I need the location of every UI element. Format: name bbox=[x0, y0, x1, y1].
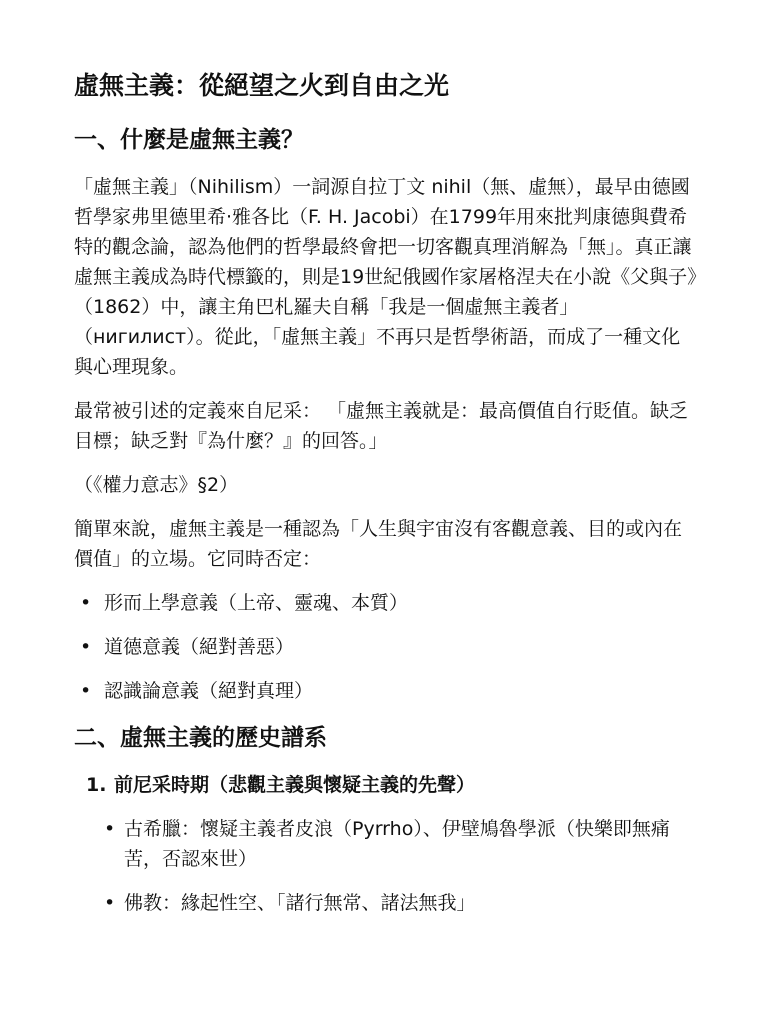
paragraph-nietzsche-definition: 最常被引述的定義來自尼采： 「虛無主義就是：最高價值自行貶值。缺乏目標；缺乏對『為什麼？』的回答。」 bbox=[74, 400, 689, 452]
paragraph-citation: （《權力意志》§2） bbox=[74, 474, 239, 496]
list-item-text: 認識論意義（絕對真理） bbox=[104, 680, 314, 702]
sub-list bbox=[104, 814, 699, 918]
list-item bbox=[74, 632, 699, 662]
bullet-marker: • bbox=[80, 592, 92, 614]
list-item bbox=[74, 770, 699, 918]
list-item bbox=[74, 676, 699, 706]
list-item-title: 前尼采時期（悲觀主義與懷疑主義的先聲） bbox=[114, 774, 476, 796]
paragraph-origin: 「虛無主義」（Nihilism）一詞源自拉丁文 nihil（無、虛無），最早由德國哲學家弗里德里希·雅各比（F. H. Jacobi）在1799年用來批判康德與費希特的觀念論，認為他們的哲學最終會把一切客觀真理消解為「無」。真正讓虛無主義成為時代標籤的，則是19世紀俄國作家屠格涅夫在小說《父與子》（1862）中，讓主角巴札羅夫自稱「我是一個虛無主義者」（нигилист）。從此，「虛無主義」不再只是哲學術語，而成了一種文化與心理現象。 bbox=[74, 176, 697, 378]
list-item-text: 形而上學意義（上帝、靈魂、本質） bbox=[104, 592, 409, 614]
list-item bbox=[74, 588, 699, 618]
list-number: 1. bbox=[86, 774, 107, 796]
sub-list-item bbox=[104, 888, 699, 918]
bullet-marker: • bbox=[104, 892, 116, 914]
sub-list-item bbox=[104, 814, 699, 874]
paragraph-summary: 簡單來說，虛無主義是一種認為「人生與宇宙沒有客觀意義、目的或內在價值」的立場。它同時否定： bbox=[74, 518, 683, 570]
sub-list-item-text: 古希臘：懷疑主義者皮浪（Pyrrho）、伊壁鳩魯學派（快樂即無痛苦，否認來世） bbox=[124, 818, 670, 870]
bullet-marker: • bbox=[80, 680, 92, 702]
document-page bbox=[74, 64, 699, 932]
bullet-marker: • bbox=[80, 636, 92, 658]
document-title: 虛無主義：從絕望之火到自由之光 bbox=[74, 71, 450, 100]
bullet-marker: • bbox=[104, 818, 116, 840]
sub-list-item-text: 佛教：緣起性空、「諸行無常、諸法無我」 bbox=[124, 892, 476, 914]
section-heading-what-is-nihilism: 一、什麼是虛無主義？ bbox=[74, 127, 304, 153]
history-list bbox=[74, 770, 699, 918]
section-heading-history: 二、虛無主義的歷史譜系 bbox=[74, 725, 327, 751]
negation-list bbox=[74, 588, 699, 706]
list-item-text: 道德意義（絕對善惡） bbox=[104, 636, 295, 658]
